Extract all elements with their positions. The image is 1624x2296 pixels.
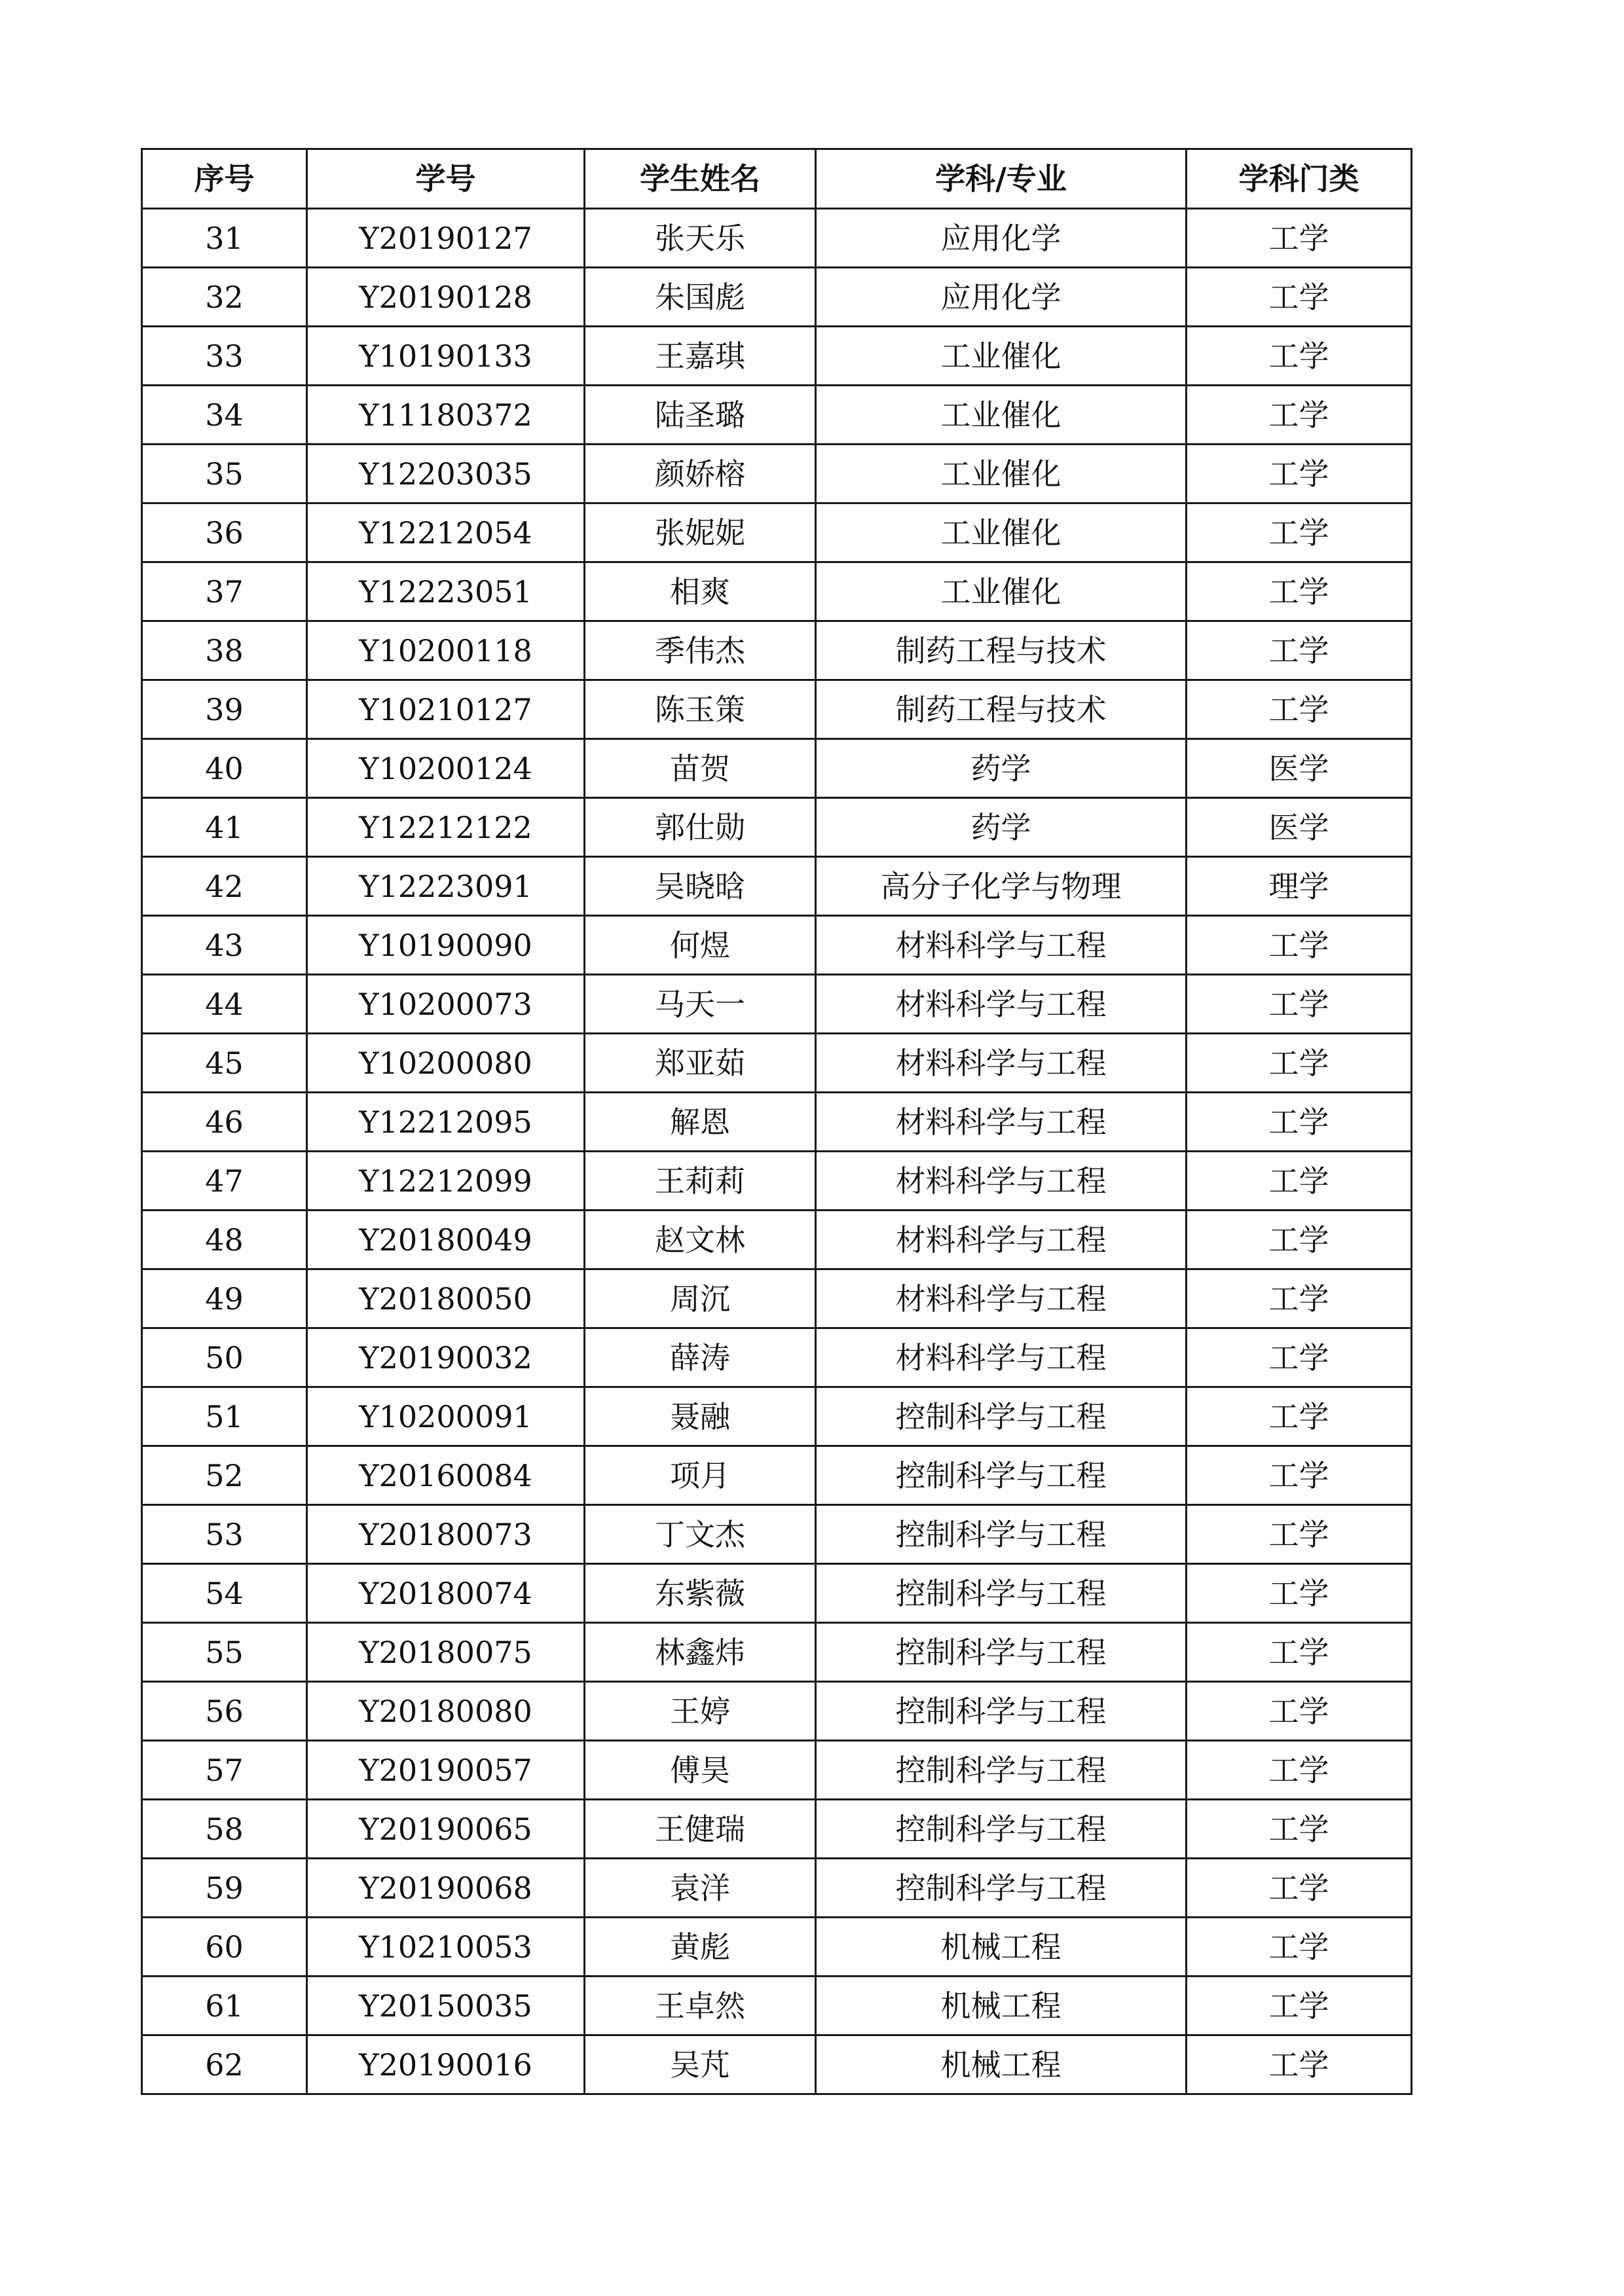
cell-student-name: 林鑫炜 <box>585 1623 816 1682</box>
table-row <box>142 739 1412 798</box>
cell-major: 药学 <box>816 798 1187 857</box>
table-row <box>142 386 1412 445</box>
cell-major: 材料科学与工程 <box>816 1211 1187 1269</box>
cell-index: 36 <box>142 503 307 562</box>
cell-major: 工业催化 <box>816 327 1187 386</box>
table-row <box>142 562 1412 621</box>
table-row <box>142 1152 1412 1211</box>
cell-student-name: 王莉莉 <box>585 1152 816 1211</box>
cell-index: 48 <box>142 1211 307 1269</box>
cell-major: 工业催化 <box>816 386 1187 445</box>
cell-discipline: 工学 <box>1187 1505 1412 1564</box>
cell-index: 59 <box>142 1859 307 1918</box>
table-row <box>142 503 1412 562</box>
cell-index: 33 <box>142 327 307 386</box>
cell-discipline: 工学 <box>1187 1564 1412 1623</box>
cell-index: 51 <box>142 1387 307 1446</box>
cell-student-id: Y10210053 <box>307 1918 585 1977</box>
cell-student-name: 赵文林 <box>585 1211 816 1269</box>
cell-index: 42 <box>142 857 307 916</box>
cell-student-name: 王卓然 <box>585 1977 816 2035</box>
table-body <box>142 209 1412 2094</box>
cell-student-name: 相爽 <box>585 562 816 621</box>
table-row <box>142 1977 1412 2035</box>
cell-major: 应用化学 <box>816 268 1187 327</box>
cell-major: 机械工程 <box>816 1977 1187 2035</box>
cell-major: 工业催化 <box>816 503 1187 562</box>
cell-major: 制药工程与技术 <box>816 621 1187 680</box>
cell-student-name: 王健瑞 <box>585 1800 816 1859</box>
cell-major: 材料科学与工程 <box>816 1269 1187 1328</box>
cell-index: 34 <box>142 386 307 445</box>
cell-student-name: 解恩 <box>585 1093 816 1152</box>
table-row <box>142 1093 1412 1152</box>
cell-discipline: 工学 <box>1187 1387 1412 1446</box>
cell-index: 40 <box>142 739 307 798</box>
cell-discipline: 工学 <box>1187 1093 1412 1152</box>
cell-index: 37 <box>142 562 307 621</box>
cell-discipline: 工学 <box>1187 1800 1412 1859</box>
table-row <box>142 621 1412 680</box>
cell-discipline: 工学 <box>1187 268 1412 327</box>
cell-student-id: Y10190133 <box>307 327 585 386</box>
cell-index: 31 <box>142 209 307 268</box>
cell-student-id: Y20180050 <box>307 1269 585 1328</box>
cell-index: 35 <box>142 445 307 503</box>
cell-student-name: 吴晓晗 <box>585 857 816 916</box>
cell-major: 材料科学与工程 <box>816 1328 1187 1387</box>
cell-major: 控制科学与工程 <box>816 1446 1187 1505</box>
cell-student-id: Y20180075 <box>307 1623 585 1682</box>
table-row <box>142 1034 1412 1093</box>
cell-index: 55 <box>142 1623 307 1682</box>
cell-student-id: Y10200091 <box>307 1387 585 1446</box>
cell-major: 机械工程 <box>816 2035 1187 2094</box>
cell-student-id: Y20190016 <box>307 2035 585 2094</box>
table-row <box>142 209 1412 268</box>
cell-discipline: 工学 <box>1187 2035 1412 2094</box>
cell-discipline: 工学 <box>1187 1328 1412 1387</box>
cell-student-id: Y11180372 <box>307 386 585 445</box>
cell-student-name: 陆圣璐 <box>585 386 816 445</box>
cell-student-name: 王嘉琪 <box>585 327 816 386</box>
cell-student-name: 项月 <box>585 1446 816 1505</box>
cell-student-id: Y12203035 <box>307 445 585 503</box>
cell-student-id: Y12212054 <box>307 503 585 562</box>
cell-student-id: Y20160084 <box>307 1446 585 1505</box>
cell-index: 39 <box>142 680 307 739</box>
cell-discipline: 工学 <box>1187 209 1412 268</box>
cell-student-id: Y10200073 <box>307 975 585 1034</box>
cell-major: 工业催化 <box>816 562 1187 621</box>
table-row <box>142 327 1412 386</box>
cell-discipline: 工学 <box>1187 503 1412 562</box>
cell-discipline: 理学 <box>1187 857 1412 916</box>
cell-major: 控制科学与工程 <box>816 1741 1187 1800</box>
table-row <box>142 857 1412 916</box>
table-row <box>142 1564 1412 1623</box>
cell-student-id: Y10200118 <box>307 621 585 680</box>
table-row <box>142 445 1412 503</box>
table-row <box>142 1800 1412 1859</box>
cell-major: 材料科学与工程 <box>816 1093 1187 1152</box>
cell-student-id: Y20190128 <box>307 268 585 327</box>
table-row <box>142 916 1412 975</box>
cell-student-id: Y20180073 <box>307 1505 585 1564</box>
cell-student-name: 聂融 <box>585 1387 816 1446</box>
cell-student-name: 张天乐 <box>585 209 816 268</box>
table-row <box>142 1859 1412 1918</box>
cell-major: 药学 <box>816 739 1187 798</box>
cell-index: 44 <box>142 975 307 1034</box>
header-student-id: 学号 <box>307 149 585 209</box>
cell-index: 57 <box>142 1741 307 1800</box>
cell-index: 52 <box>142 1446 307 1505</box>
cell-student-name: 陈玉策 <box>585 680 816 739</box>
cell-index: 45 <box>142 1034 307 1093</box>
cell-index: 62 <box>142 2035 307 2094</box>
cell-discipline: 工学 <box>1187 386 1412 445</box>
cell-student-name: 马天一 <box>585 975 816 1034</box>
cell-major: 材料科学与工程 <box>816 1152 1187 1211</box>
table-row <box>142 798 1412 857</box>
table-row <box>142 975 1412 1034</box>
cell-student-id: Y20180049 <box>307 1211 585 1269</box>
header-row <box>142 149 1412 209</box>
cell-index: 56 <box>142 1682 307 1741</box>
table-row <box>142 1741 1412 1800</box>
cell-student-id: Y20190065 <box>307 1800 585 1859</box>
cell-discipline: 医学 <box>1187 739 1412 798</box>
table-row <box>142 1387 1412 1446</box>
cell-student-id: Y20190127 <box>307 209 585 268</box>
cell-major: 应用化学 <box>816 209 1187 268</box>
cell-student-id: Y20150035 <box>307 1977 585 2035</box>
cell-discipline: 工学 <box>1187 680 1412 739</box>
cell-student-id: Y10200080 <box>307 1034 585 1093</box>
cell-discipline: 工学 <box>1187 975 1412 1034</box>
cell-index: 60 <box>142 1918 307 1977</box>
cell-student-name: 何煜 <box>585 916 816 975</box>
cell-major: 控制科学与工程 <box>816 1682 1187 1741</box>
header-major: 学科/专业 <box>816 149 1187 209</box>
cell-index: 61 <box>142 1977 307 2035</box>
cell-major: 高分子化学与物理 <box>816 857 1187 916</box>
cell-discipline: 工学 <box>1187 1859 1412 1918</box>
table-row <box>142 1682 1412 1741</box>
cell-index: 53 <box>142 1505 307 1564</box>
cell-student-name: 周沉 <box>585 1269 816 1328</box>
cell-student-name: 季伟杰 <box>585 621 816 680</box>
cell-student-name: 丁文杰 <box>585 1505 816 1564</box>
table-row <box>142 680 1412 739</box>
cell-major: 控制科学与工程 <box>816 1387 1187 1446</box>
header-discipline: 学科门类 <box>1187 149 1412 209</box>
table-header <box>142 149 1412 209</box>
cell-index: 38 <box>142 621 307 680</box>
cell-student-name: 黄彪 <box>585 1918 816 1977</box>
cell-discipline: 工学 <box>1187 916 1412 975</box>
cell-index: 54 <box>142 1564 307 1623</box>
cell-student-name: 东紫薇 <box>585 1564 816 1623</box>
cell-index: 47 <box>142 1152 307 1211</box>
cell-student-name: 郑亚茹 <box>585 1034 816 1093</box>
cell-student-id: Y12223051 <box>307 562 585 621</box>
cell-student-id: Y10200124 <box>307 739 585 798</box>
cell-discipline: 工学 <box>1187 1269 1412 1328</box>
cell-major: 材料科学与工程 <box>816 1034 1187 1093</box>
cell-student-name: 朱国彪 <box>585 268 816 327</box>
cell-student-name: 吴芃 <box>585 2035 816 2094</box>
cell-discipline: 工学 <box>1187 1918 1412 1977</box>
header-index: 序号 <box>142 149 307 209</box>
cell-student-id: Y20190032 <box>307 1328 585 1387</box>
cell-discipline: 工学 <box>1187 621 1412 680</box>
table-row <box>142 1446 1412 1505</box>
cell-student-id: Y20190057 <box>307 1741 585 1800</box>
cell-major: 控制科学与工程 <box>816 1800 1187 1859</box>
cell-major: 材料科学与工程 <box>816 975 1187 1034</box>
cell-student-name: 郭仕勋 <box>585 798 816 857</box>
cell-index: 49 <box>142 1269 307 1328</box>
cell-major: 控制科学与工程 <box>816 1505 1187 1564</box>
cell-discipline: 工学 <box>1187 1741 1412 1800</box>
cell-student-name: 傅昊 <box>585 1741 816 1800</box>
cell-student-name: 王婷 <box>585 1682 816 1741</box>
cell-discipline: 工学 <box>1187 1211 1412 1269</box>
cell-student-id: Y12212122 <box>307 798 585 857</box>
cell-student-name: 苗贺 <box>585 739 816 798</box>
cell-index: 50 <box>142 1328 307 1387</box>
cell-index: 46 <box>142 1093 307 1152</box>
cell-discipline: 工学 <box>1187 445 1412 503</box>
cell-student-name: 袁洋 <box>585 1859 816 1918</box>
cell-discipline: 工学 <box>1187 1034 1412 1093</box>
table-row <box>142 268 1412 327</box>
cell-discipline: 医学 <box>1187 798 1412 857</box>
cell-discipline: 工学 <box>1187 327 1412 386</box>
cell-major: 控制科学与工程 <box>816 1859 1187 1918</box>
table-row <box>142 1269 1412 1328</box>
cell-student-name: 薛涛 <box>585 1328 816 1387</box>
cell-student-id: Y12223091 <box>307 857 585 916</box>
cell-major: 工业催化 <box>816 445 1187 503</box>
cell-student-id: Y20190068 <box>307 1859 585 1918</box>
cell-student-id: Y10210127 <box>307 680 585 739</box>
cell-major: 控制科学与工程 <box>816 1623 1187 1682</box>
table-row <box>142 1505 1412 1564</box>
student-roster-table <box>141 148 1412 2095</box>
table-row <box>142 1211 1412 1269</box>
cell-student-id: Y20180080 <box>307 1682 585 1741</box>
cell-discipline: 工学 <box>1187 562 1412 621</box>
cell-index: 32 <box>142 268 307 327</box>
cell-index: 58 <box>142 1800 307 1859</box>
cell-discipline: 工学 <box>1187 1623 1412 1682</box>
cell-student-id: Y20180074 <box>307 1564 585 1623</box>
cell-student-id: Y12212095 <box>307 1093 585 1152</box>
cell-discipline: 工学 <box>1187 1977 1412 2035</box>
cell-student-id: Y12212099 <box>307 1152 585 1211</box>
cell-discipline: 工学 <box>1187 1152 1412 1211</box>
table-row <box>142 1328 1412 1387</box>
header-student-name: 学生姓名 <box>585 149 816 209</box>
cell-student-name: 张妮妮 <box>585 503 816 562</box>
table-row <box>142 2035 1412 2094</box>
cell-student-id: Y10190090 <box>307 916 585 975</box>
cell-discipline: 工学 <box>1187 1682 1412 1741</box>
cell-discipline: 工学 <box>1187 1446 1412 1505</box>
cell-major: 制药工程与技术 <box>816 680 1187 739</box>
cell-index: 41 <box>142 798 307 857</box>
cell-student-name: 颜娇榕 <box>585 445 816 503</box>
table-row <box>142 1623 1412 1682</box>
table-row <box>142 1918 1412 1977</box>
cell-index: 43 <box>142 916 307 975</box>
cell-major: 材料科学与工程 <box>816 916 1187 975</box>
cell-major: 机械工程 <box>816 1918 1187 1977</box>
cell-major: 控制科学与工程 <box>816 1564 1187 1623</box>
